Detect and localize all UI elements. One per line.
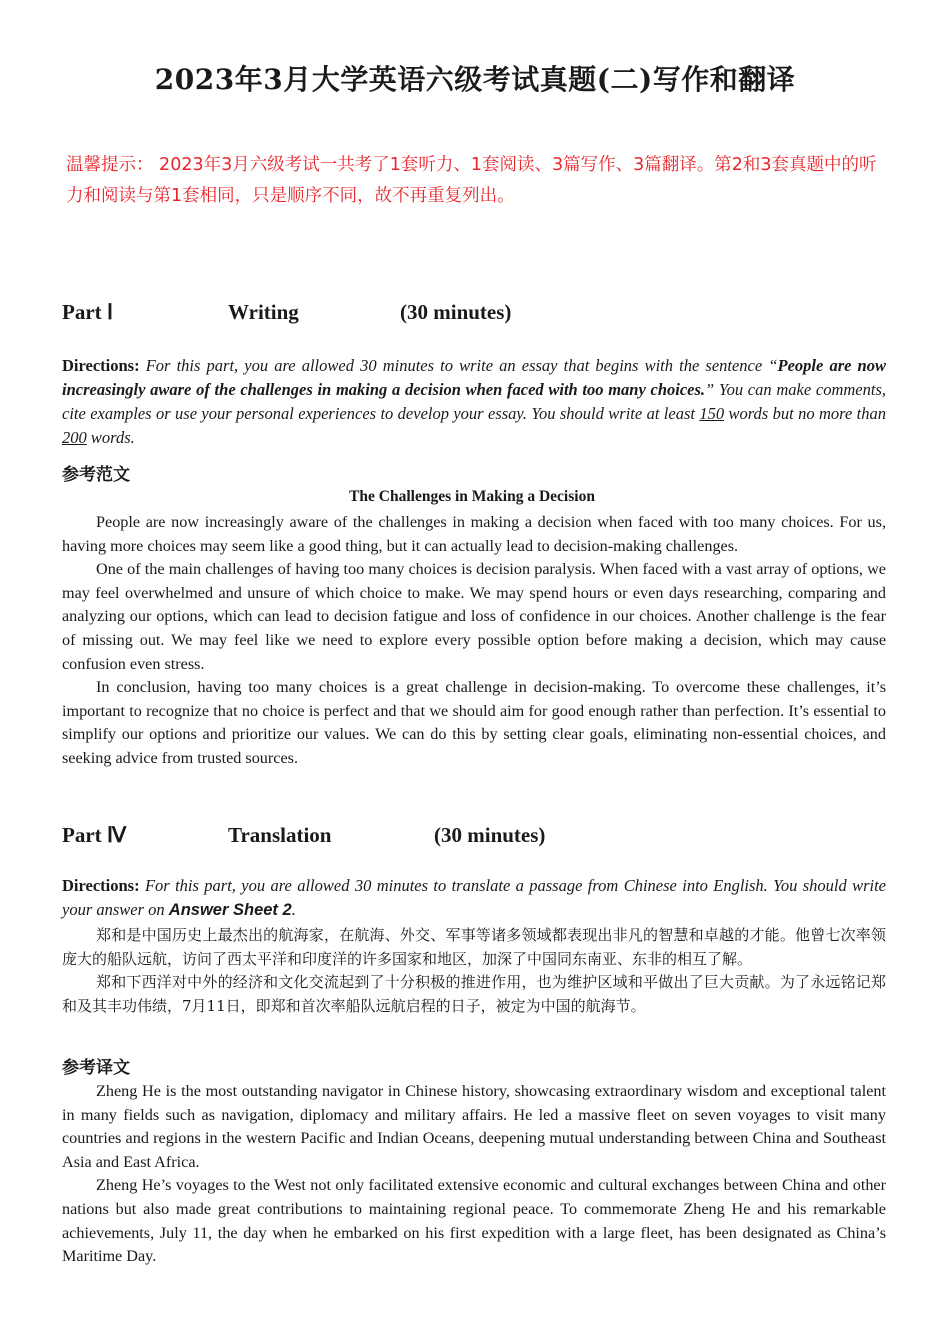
notice-text: 温馨提示： 2023年3月六级考试一共考了1套听力、1套阅读、3篇写作、3篇翻译。第2和3套真题中的听力和阅读与第1套相同，只是顺序不同，故不再重复列出。: [66, 155, 877, 206]
essay-body: [62, 511, 886, 771]
essay-paragraph: In conclusion, having too many choices is a great challenge in decision-making. To overcome these challenges, it’s important to recognize that no choice is perfect and that we should aim for good enough rather than perfection. It’s essential to simplify our options and prioritize our values. We can do this by setting clear goals, eliminating non-essential choices, and seeking advice from trusted sources.: [62, 678, 886, 767]
writing-directions-label: Directions:: [62, 356, 140, 375]
writing-section-name: Writing: [228, 300, 299, 324]
translation-paragraph: Zheng He is the most outstanding navigator in Chinese history, showcasing extraordinary wisdom and exceptional talent in many fields such as navigation, diplomacy and military affairs. He led a massive fleet on seven voyages to visit many countries and regions in the western Pacific and Indian Oceans, deepening mutual understanding between China and Southeast Asia and East Africa.: [62, 1082, 886, 1171]
translation-directions: [62, 874, 886, 922]
writing-directions-part2: ” You can make comments, cite examples or use your personal experiences to develop your essay. You should write at least: [62, 380, 886, 423]
translation-time: (30 minutes): [434, 823, 546, 847]
writing-directions-part4: words.: [86, 428, 135, 447]
essay-paragraph: One of the main challenges of having too many choices is decision paralysis. When faced with a vast array of options, we may feel overwhelmed and unsure of which choice to make. We may spend hours or even days researching, comparing and analyzing our options, which can lead to decision fatigue and loss of confidence in our choices. Another challenge is the fear of missing out. We may feel like we need to explore every possible option before making a decision, which may cause confusion even stress.: [62, 560, 886, 673]
chinese-paragraph: 郑和下西洋对中外的经济和文化交流起到了十分积极的推进作用，也为维护区域和平做出了巨大贡献。为了永远铭记郑和及其丰功伟绩，7月11日，即郑和首次率船队远航启程的日子，被定为中国的航海节。: [62, 973, 886, 1015]
writing-min-words: 150: [699, 404, 725, 423]
writing-max-words: 200: [62, 428, 87, 447]
page-title: 2023年3月大学英语六级考试真题(二)写作和翻译: [154, 63, 796, 96]
translation-directions-text: For this part, you are allowed 30 minutes to translate a passage from Chinese into English. You should write your answer on: [62, 876, 886, 919]
translation-answer: [62, 1080, 886, 1269]
essay-paragraph: People are now increasingly aware of the challenges in making a decision when faced with too many choices. For us, having more choices may seem like a good thing, but it can actually lead to decision-making challenges.: [62, 513, 886, 555]
writing-directions-part3: words but no more than: [724, 404, 886, 423]
translation-sample-label: 参考译文: [62, 1058, 130, 1078]
writing-sample-label: 参考范文: [62, 465, 130, 485]
essay-title: The Challenges in Making a Decision: [349, 488, 595, 505]
chinese-paragraph: 郑和是中国历史上最杰出的航海家，在航海、外交、军事等诸多领域都表现出非凡的智慧和卓越的才能。他曾七次率领庞大的船队远航，访问了西太平洋和印度洋的许多国家和地区，加深了中国同东南亚、东非的相互了解。: [62, 926, 886, 968]
translation-paragraph: Zheng He’s voyages to the West not only facilitated extensive economic and cultural exchanges between China and other nations but also made great contributions to maintaining regional peace. To commemorate Zheng He and his remarkable achievements, July 11, the day when he embarked on his first expedition with a large fleet, has been designated as China’s Maritime Day.: [62, 1176, 886, 1266]
translation-section-name: Translation: [228, 823, 332, 847]
writing-directions-part1: For this part, you are allowed 30 minutes to write an essay that begins with the sentence “: [139, 356, 778, 375]
chinese-passage: [62, 924, 886, 1018]
writing-time: (30 minutes): [400, 300, 512, 324]
writing-directions-prompt: People are now increasingly aware of the challenges in making a decision when faced with too many choices.: [62, 356, 886, 399]
translation-directions-label: Directions:: [62, 876, 140, 895]
answer-sheet-label: Answer Sheet 2: [168, 901, 292, 919]
translation-part-label: Part Ⅳ: [62, 823, 127, 847]
writing-directions: [62, 354, 886, 450]
translation-directions-end: .: [291, 900, 296, 919]
writing-part-label: Part Ⅰ: [62, 300, 114, 324]
